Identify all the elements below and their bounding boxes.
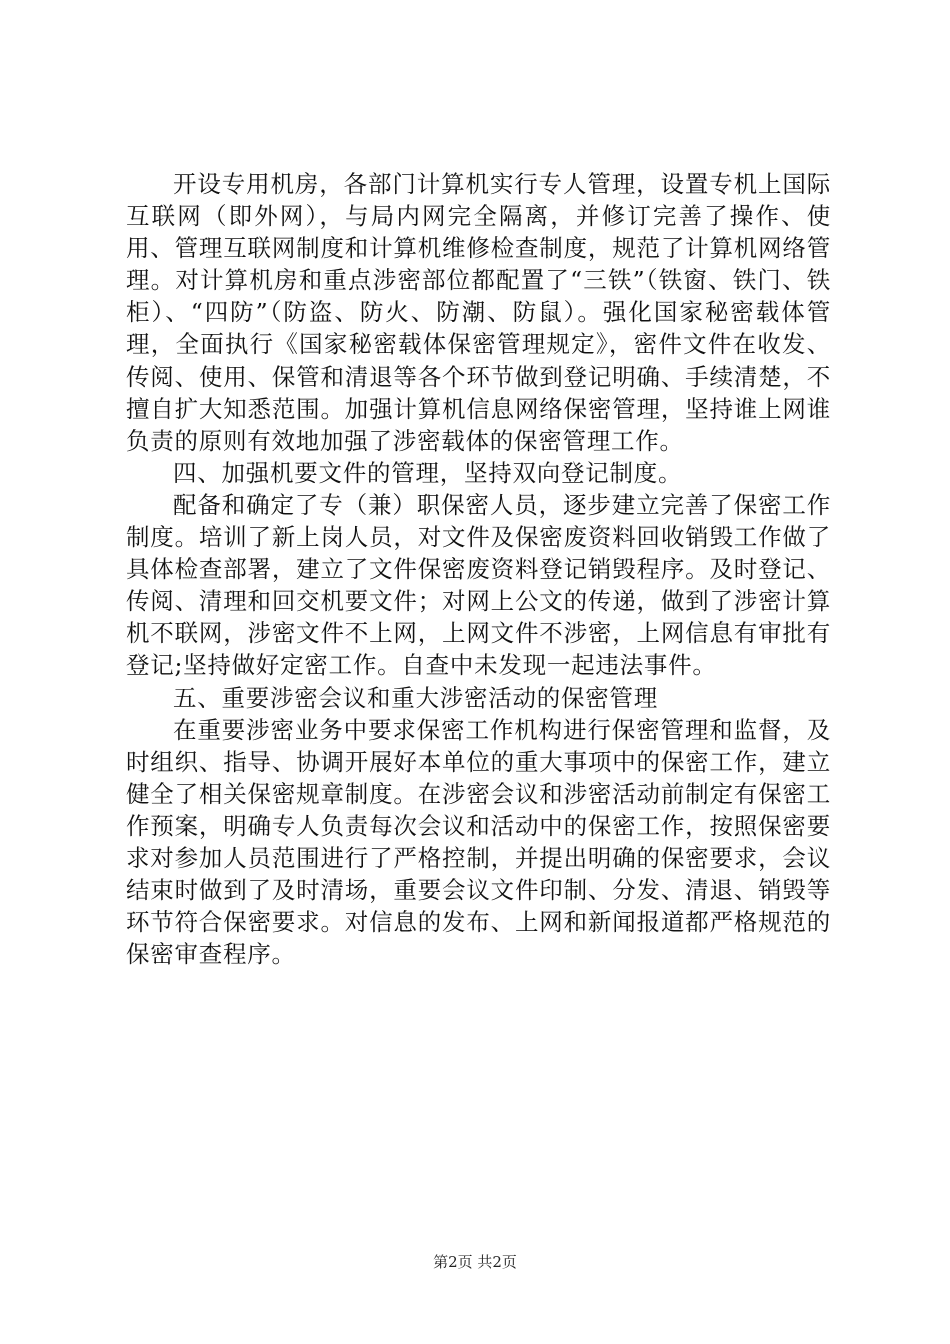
page-footer: 第2页 共2页 [433,1253,517,1271]
heading-section-4: 四、加强机要文件的管理，坚持双向登记制度。 [173,458,683,487]
heading-section-5: 五、重要涉密会议和重大涉密活动的保密管理 [173,683,658,712]
paragraph-computer-room: 开设专用机房，各部门计算机实行专人管理，设置专机上国际互联网（即外网），与局内网完全隔离，并修订完善了操作、使用、管理互联网制度和计算机维修检查制度，规范了计算机网络管理。对计算机房和重点涉密部位都配置了“三铁”（铁窗、铁门、铁柜）、“四防”（防盗、防火、防潮、防鼠）。强化国家秘密载体管理，全面执行《国家秘密载体保密管理规定》，密件文件在收发、传阅、使用、保管和清退等各个环节做到登记明确、手续清楚，不擅自扩大知悉范围。加强计算机信息网络保密管理，坚持谁上网谁负责的原则有效地加强了涉密载体的保密管理工作。 [126,170,831,455]
paragraph-confidential-staff: 配备和确定了专（兼）职保密人员，逐步建立完善了保密工作制度。培训了新上岗人员，对文件及保密废资料回收销毁工作做了具体检查部署，建立了文件保密废资料登记销毁程序。及时登记、传阅、清理和回交机要文件；对网上公文的传递，做到了涉密计算机不联网，涉密文件不上网，上网文件不涉密，上网信息有审批有登记;坚持做好定密工作。自查中未发现一起违法事件。 [126,490,831,680]
paragraph-meetings: 在重要涉密业务中要求保密工作机构进行保密管理和监督，及时组织、指导、协调开展好本单位的重大事项中的保密工作，建立健全了相关保密规章制度。在涉密会议和涉密活动前制定有保密工作预案，明确专人负责每次会议和活动中的保密工作，按照保密要求对参加人员范围进行了严格控制，并提出明确的保密要求，会议结束时做到了及时清场，重要会议文件印制、分发、清退、销毁等环节符合保密要求。对信息的发布、上网和新闻报道都严格规范的保密审查程序。 [126,715,831,969]
document-body [126,168,831,970]
